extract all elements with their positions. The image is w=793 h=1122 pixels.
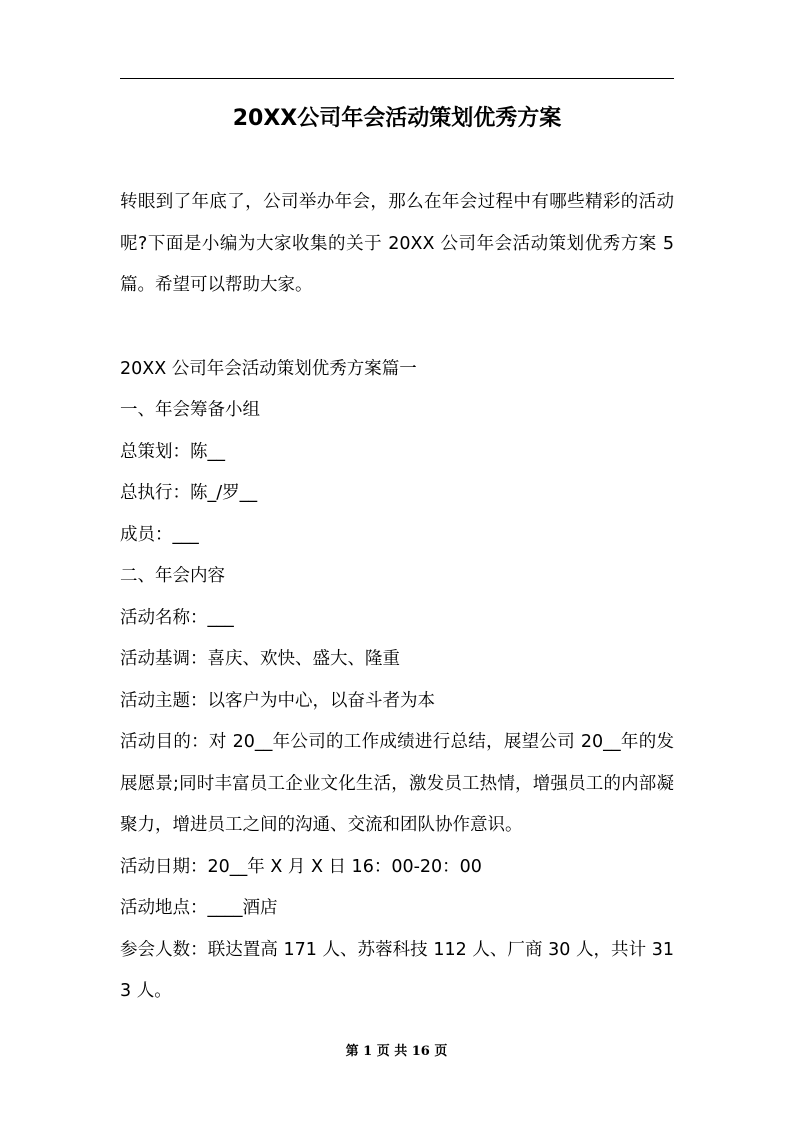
page-footer: [0, 1041, 793, 1063]
list-item: 成员：___: [120, 524, 199, 545]
page-number: 第 1 页 共 16 页: [345, 1044, 448, 1059]
date-line: 活动日期：20__年 X 月 X 日 16：00-20：00: [120, 856, 482, 877]
location-line: 活动地点：____酒店: [120, 898, 278, 918]
list-item: 总执行：陈_/罗__: [120, 483, 258, 503]
section-heading: 20XX 公司年会活动策划优秀方案篇一: [120, 358, 417, 379]
list-item: 活动主题：以客户为中心，以奋斗者为本: [120, 690, 435, 711]
list-item: 一、年会筹备小组: [120, 400, 260, 420]
intro-paragraph: 转眼到了年底了，公司举办年会，那么在年会过程中有哪些精彩的活动呢?下面是小编为大家收集的关于 20XX 公司年会活动策划优秀方案 5 篇。希望可以帮助大家。: [120, 192, 674, 295]
list-item: 总策划：陈__: [120, 441, 225, 462]
purpose-paragraph: 活动目的：对 20__年公司的工作成绩进行总结，展望公司 20__年的发展愿景;同时丰富员工企业文化生活，激发员工热情，增强员工的内部凝聚力，增进员工之间的沟通、交流和团队协作意识。: [120, 732, 674, 835]
header-rule: [120, 78, 674, 79]
list-item: 活动基调：喜庆、欢快、盛大、隆重: [120, 649, 400, 669]
list-item: 活动名称：___: [120, 607, 234, 628]
document-title: 20XX公司年会活动策划优秀方案: [232, 106, 562, 131]
document-body: [120, 182, 674, 1013]
list-item: 二、年会内容: [120, 566, 225, 586]
attendees-paragraph: 参会人数：联达置高 171 人、苏蓉科技 112 人、厂商 30 人，共计 313 人。: [120, 939, 674, 1001]
